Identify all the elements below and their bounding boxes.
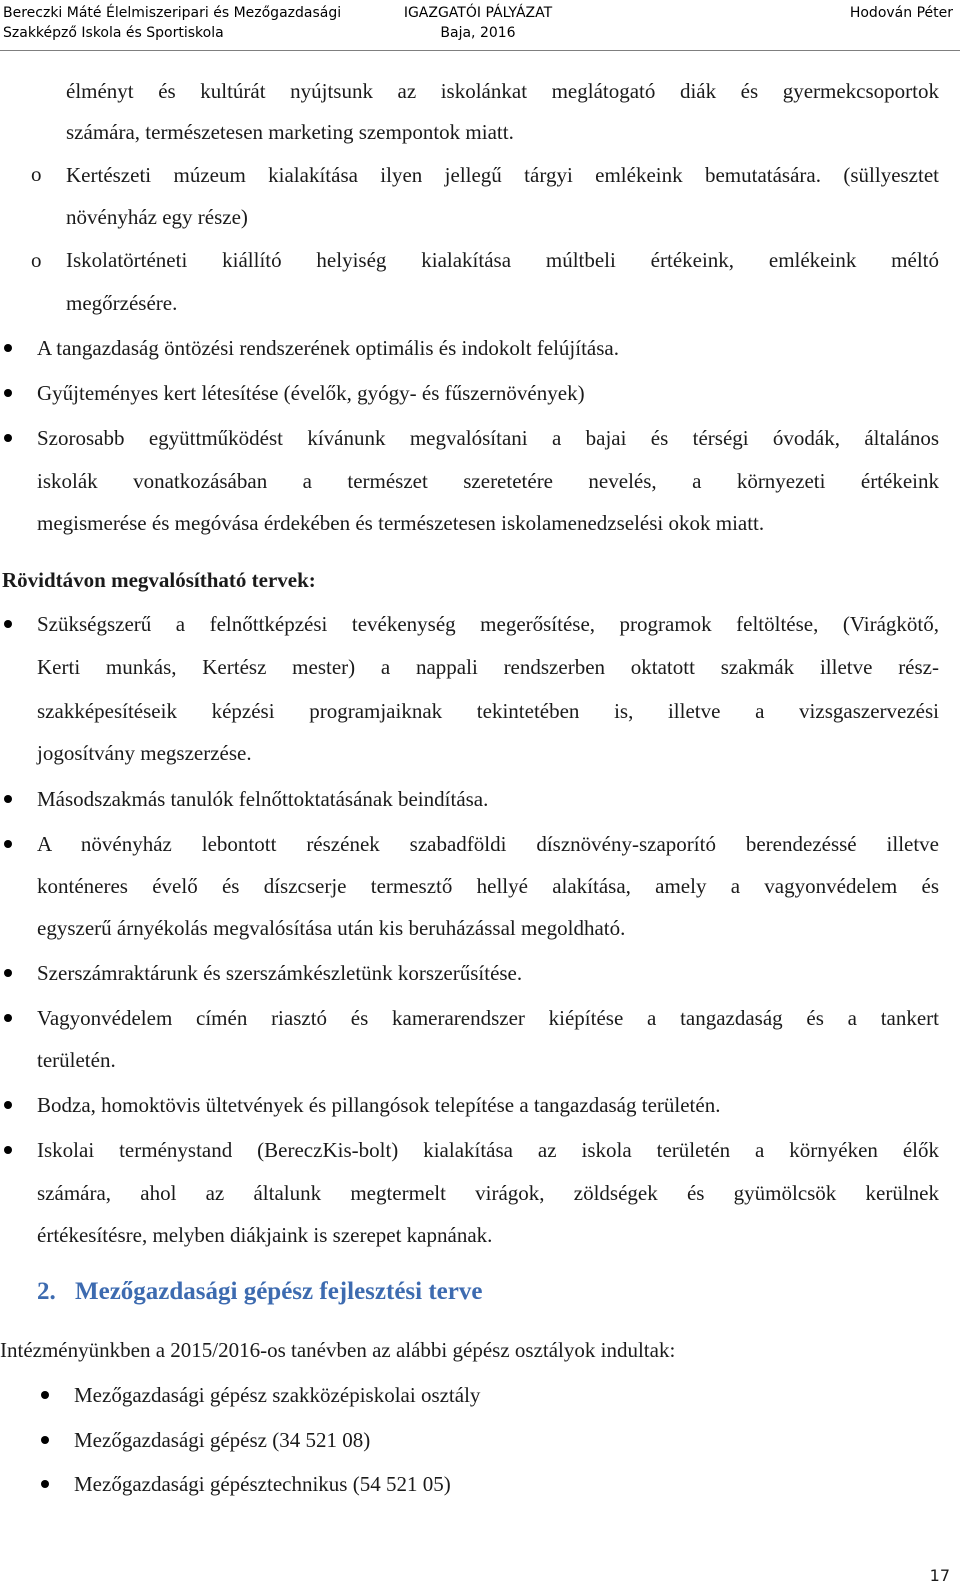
list-item: Bodza, homoktövis ültetvények és pillangósok telepítése a tangazdaság területén. [37,1093,721,1117]
bullet-icon [4,795,12,803]
bullet-icon [4,969,12,977]
short-term-heading: Rövidtávon megvalósítható tervek: [2,568,316,592]
list-item: Mezőgazdasági gépész szakközépiskolai osztály [74,1383,481,1407]
list-item-line: A növényház lebontott részének szabadföldi dísznövény-szaporító berendezéssé illetve [37,832,939,856]
header-school-line1: Bereczki Máté Élelmiszeripari és Mezőgazdasági [3,5,342,21]
bullet-icon [41,1436,49,1444]
header-school-name [3,3,341,43]
bullet-icon [4,620,12,628]
bullet-icon [4,389,12,397]
header-divider [0,50,960,51]
bullet-icon [4,1146,12,1154]
sub-item-line: megőrzésére. [66,291,178,315]
list-item: Mezőgazdasági gépész (34 521 08) [74,1428,371,1452]
page-number: 17 [929,1566,950,1585]
list-item-line: megismerése és megóvása érdekében és természetesen iskolamenedzselési okok miatt. [37,511,765,535]
sub-item-marker: o [31,248,42,272]
page-header [0,0,960,50]
header-author [850,3,953,23]
intro-paragraph: Intézményünkben a 2015/2016-os tanévben az alábbi gépész osztályok indultak: [0,1338,676,1362]
list-item: Másodszakmás tanulók felnőttoktatásának beindítása. [37,787,489,811]
list-item-line: szakképesítéseik képzési programjaiknak tekintetében is, illetve a vizsgaszervezési [37,699,939,723]
list-item-line: konténeres évelő és díszcserje termesztő hellyé alakítása, amely a vagyonvédelem és [37,874,939,898]
continuation-line-1: élményt és kultúrát nyújtsunk az iskolánkat meglátogató diák és gyermekcsoportok [66,79,939,103]
header-school-line2: Szakképző Iskola és Sportiskola [3,25,224,41]
section-title: Mezőgazdasági gépész fejlesztési terve [75,1278,483,1305]
header-author-name: Hodován Péter [849,5,953,21]
list-item: Gyűjteményes kert létesítése (évelők, gyógy- és fűszernövények) [37,381,585,405]
continuation-line-2: számára, természetesen marketing szempontok miatt. [66,120,514,144]
bullet-icon [41,1480,49,1488]
bullet-icon [4,1101,12,1109]
sub-item-line: Kertészeti múzeum kialakítása ilyen jellegű tárgyi emlékeink bemutatására. (süllyesztet [66,163,939,187]
bullet-icon [4,344,12,352]
list-item-line: Szükségszerű a felnőttképzési tevékenység megerősítése, programok feltöltése, (Virágkötő, [37,612,939,636]
sub-item-marker: o [31,162,42,186]
list-item-line: Iskolai terménystand (BereczKis-bolt) kialakítása az iskola területén a környéken élők [37,1138,939,1162]
sub-item-line: Iskolatörténeti kiállító helyiség kialakítása múltbeli értékeink, emlékeink méltó [66,248,939,272]
list-item: Szerszámraktárunk és szerszámkészletünk korszerűsítése. [37,961,523,985]
list-item-line: számára, ahol az általunk megtermelt virágok, zöldségek és gyümölcsök kerülnek [37,1181,939,1205]
sub-item-line: növényház egy része) [66,205,248,229]
list-item-line: egyszerű árnyékolás megvalósítása után kis beruházással megoldható. [37,916,626,940]
bullet-icon [4,434,12,442]
list-item: Mezőgazdasági gépésztechnikus (54 521 05) [74,1472,451,1496]
header-title-line1: IGAZGATÓI PÁLYÁZAT [403,5,553,21]
list-item: A tangazdaság öntözési rendszerének optimális és indokolt felújítása. [37,336,619,360]
list-item-line: Szorosabb együttműködést kívánunk megvalósítani a bajai és térségi óvodák, általános [37,426,939,450]
list-item-line: Vagyonvédelem címén riasztó és kamerarendszer kiépítése a tangazdaság és a tankert [37,1006,939,1030]
bullet-icon [41,1391,49,1399]
list-item-line: iskolák vonatkozásában a természet szeretetére nevelés, a környezeti értékeink [37,469,939,493]
list-item-line: jogosítvány megszerzése. [37,741,252,765]
list-item-line: területén. [37,1048,116,1072]
list-item-line: értékesítésre, melyben diákjaink is szerepet kapnának. [37,1223,493,1247]
header-document-title [378,3,578,43]
bullet-icon [4,1014,12,1022]
bullet-icon [4,840,12,848]
header-title-line2: Baja, 2016 [440,25,516,41]
section-number: 2. [37,1278,56,1305]
list-item-line: Kerti munkás, Kertész mester) a nappali rendszerben oktatott szakmák illetve rész- [37,655,939,679]
